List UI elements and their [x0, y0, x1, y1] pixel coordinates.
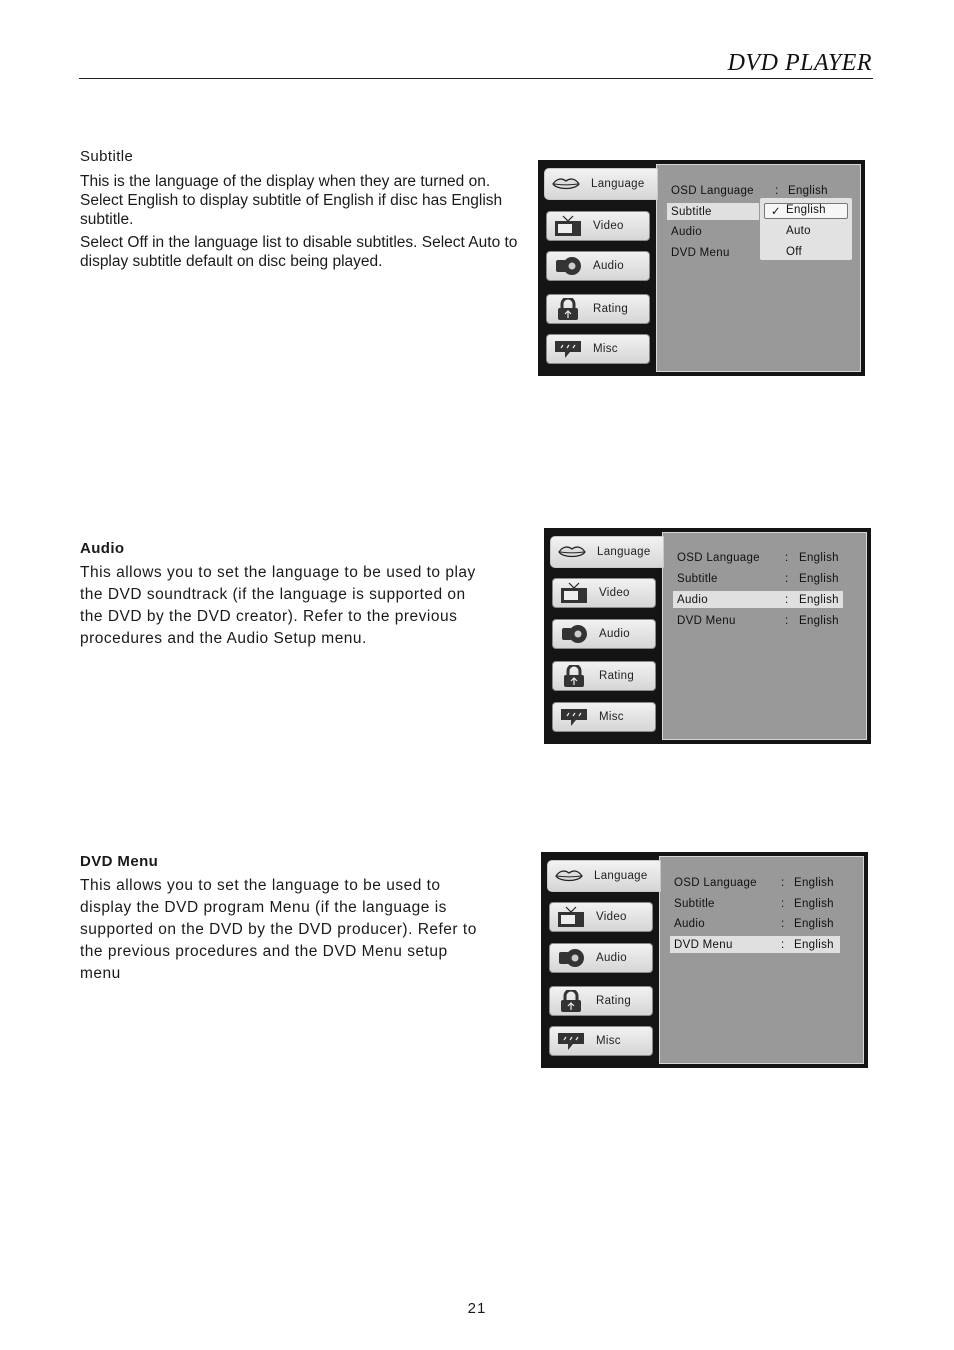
osd-row-osd-language[interactable] — [670, 874, 846, 891]
osd-row-subtitle[interactable] — [670, 895, 846, 912]
sidebar-item-video[interactable] — [549, 902, 653, 932]
sidebar-item-video[interactable] — [552, 578, 656, 608]
osd-row-label: DVD Menu — [674, 938, 733, 951]
osd-row-value: English — [799, 593, 839, 606]
osd-row-subtitle[interactable] — [673, 570, 849, 587]
speech-bubble-icon — [559, 706, 589, 728]
sidebar-label: Misc — [599, 711, 624, 723]
osd-row-sep: : — [781, 938, 785, 951]
check-icon: ✓ — [771, 206, 781, 218]
osd-content-panel — [662, 532, 867, 740]
speaker-icon — [559, 623, 589, 645]
sidebar-label: Language — [597, 546, 651, 558]
sidebar-label: Video — [596, 911, 627, 923]
tv-icon — [553, 215, 583, 237]
sidebar-item-language[interactable] — [544, 168, 658, 200]
osd-row-label: OSD Language — [677, 551, 760, 564]
sidebar-item-rating[interactable] — [552, 661, 656, 691]
osd-row-sep: : — [785, 572, 789, 585]
osd-row-label: DVD Menu — [671, 246, 730, 259]
sidebar-item-misc[interactable] — [552, 702, 656, 732]
osd-row-audio[interactable] — [673, 591, 843, 608]
osd-row-value: English — [788, 184, 828, 197]
osd-row-label: Subtitle — [677, 572, 718, 585]
sidebar-label: Rating — [599, 670, 635, 682]
osd-row-label: Audio — [671, 225, 702, 238]
sidebar-item-rating[interactable] — [546, 294, 650, 324]
lock-icon — [553, 298, 583, 320]
osd-menu-subtitle — [538, 160, 865, 376]
page-header-title: DVD PLAYER — [727, 50, 872, 76]
sidebar-label: Audio — [599, 628, 630, 640]
subtitle-section — [80, 146, 520, 271]
option-label: English — [786, 204, 826, 216]
sidebar-item-misc[interactable] — [546, 334, 650, 364]
osd-row-osd-language[interactable] — [673, 549, 849, 566]
osd-row-label: DVD Menu — [677, 614, 736, 627]
sidebar-item-audio[interactable] — [552, 619, 656, 649]
osd-row-value: English — [794, 876, 834, 889]
osd-row-label: OSD Language — [671, 184, 754, 197]
osd-row-audio[interactable] — [670, 915, 846, 932]
osd-row-sep: : — [785, 614, 789, 627]
osd-row-value: English — [794, 938, 834, 951]
sidebar-label: Misc — [596, 1035, 621, 1047]
audio-heading: Audio — [80, 540, 125, 557]
osd-row-label: Subtitle — [674, 897, 715, 910]
tv-icon — [559, 582, 589, 604]
sidebar-label: Language — [594, 870, 648, 882]
subtitle-option-english[interactable] — [764, 203, 848, 219]
osd-menu-audio — [544, 528, 871, 744]
sidebar-item-language[interactable] — [547, 860, 661, 892]
tv-icon — [556, 906, 586, 928]
sidebar-item-rating[interactable] — [549, 986, 653, 1016]
header-rule — [79, 78, 873, 79]
page-number: 21 — [467, 1300, 487, 1317]
lock-icon — [559, 665, 589, 687]
osd-menu-dvd-menu — [541, 852, 868, 1068]
sidebar-item-misc[interactable] — [549, 1026, 653, 1056]
lock-icon — [556, 990, 586, 1012]
osd-content-panel — [659, 856, 864, 1064]
speaker-icon — [556, 947, 586, 969]
dvd-menu-section — [80, 851, 480, 985]
subtitle-option-auto[interactable]: Auto — [786, 225, 811, 237]
osd-row-value: English — [799, 572, 839, 585]
osd-row-value: English — [799, 614, 839, 627]
subtitle-options-dropdown[interactable] — [760, 198, 852, 260]
osd-row-dvd-menu[interactable] — [673, 612, 849, 629]
lips-icon — [554, 865, 584, 887]
osd-row-dvd-menu[interactable] — [670, 936, 840, 953]
lips-icon — [557, 541, 587, 563]
sidebar-label: Rating — [593, 303, 629, 315]
osd-row-value: English — [794, 897, 834, 910]
sidebar-item-audio[interactable] — [549, 943, 653, 973]
sidebar-label: Audio — [593, 260, 624, 272]
lips-icon — [551, 173, 581, 195]
dvd-menu-heading: DVD Menu — [80, 853, 159, 870]
osd-row-value: English — [799, 551, 839, 564]
dvd-menu-paragraph: This allows you to set the language to be used to display the DVD program Menu (if the language is supported on the DVD by the DVD producer). Refer to the previous procedures and the DVD Menu setup menu — [80, 877, 477, 982]
subtitle-heading: Subtitle — [80, 148, 134, 165]
audio-section — [80, 538, 480, 650]
audio-paragraph: This allows you to set the language to be used to play the DVD soundtrack (if the language is supported on the DVD by the DVD creator). Refer to the previous procedures and the Audio Setup menu. — [80, 564, 476, 647]
osd-row-osd-language[interactable] — [667, 182, 843, 199]
osd-row-sep: : — [785, 593, 789, 606]
sidebar-item-audio[interactable] — [546, 251, 650, 281]
sidebar-item-video[interactable] — [546, 211, 650, 241]
speech-bubble-icon — [556, 1030, 586, 1052]
sidebar-label: Language — [591, 178, 645, 190]
subtitle-paragraph-2: Select Off in the language list to disable subtitles. Select Auto to display subtitle default on disc being played. — [80, 234, 518, 270]
osd-row-label: Subtitle — [671, 205, 712, 218]
osd-row-label: OSD Language — [674, 876, 757, 889]
osd-row-sep: : — [775, 184, 779, 197]
subtitle-paragraph-1: This is the language of the display when they are turned on. Select English to display subtitle of English if disc has English subtitle. — [80, 173, 503, 228]
osd-row-subtitle[interactable] — [667, 203, 759, 220]
speech-bubble-icon — [553, 338, 583, 360]
osd-row-label: Audio — [674, 917, 705, 930]
sidebar-label: Rating — [596, 995, 632, 1007]
sidebar-label: Video — [593, 220, 624, 232]
osd-row-sep: : — [785, 551, 789, 564]
osd-content-panel — [656, 164, 861, 372]
osd-row-sep: : — [781, 917, 785, 930]
osd-row-sep: : — [781, 876, 785, 889]
sidebar-label: Audio — [596, 952, 627, 964]
osd-row-sep: : — [781, 897, 785, 910]
osd-row-label: Audio — [677, 593, 708, 606]
subtitle-option-off[interactable]: Off — [786, 246, 803, 258]
sidebar-label: Misc — [593, 343, 618, 355]
speaker-icon — [553, 255, 583, 277]
sidebar-item-language[interactable] — [550, 536, 664, 568]
sidebar-label: Video — [599, 587, 630, 599]
osd-row-value: English — [794, 917, 834, 930]
